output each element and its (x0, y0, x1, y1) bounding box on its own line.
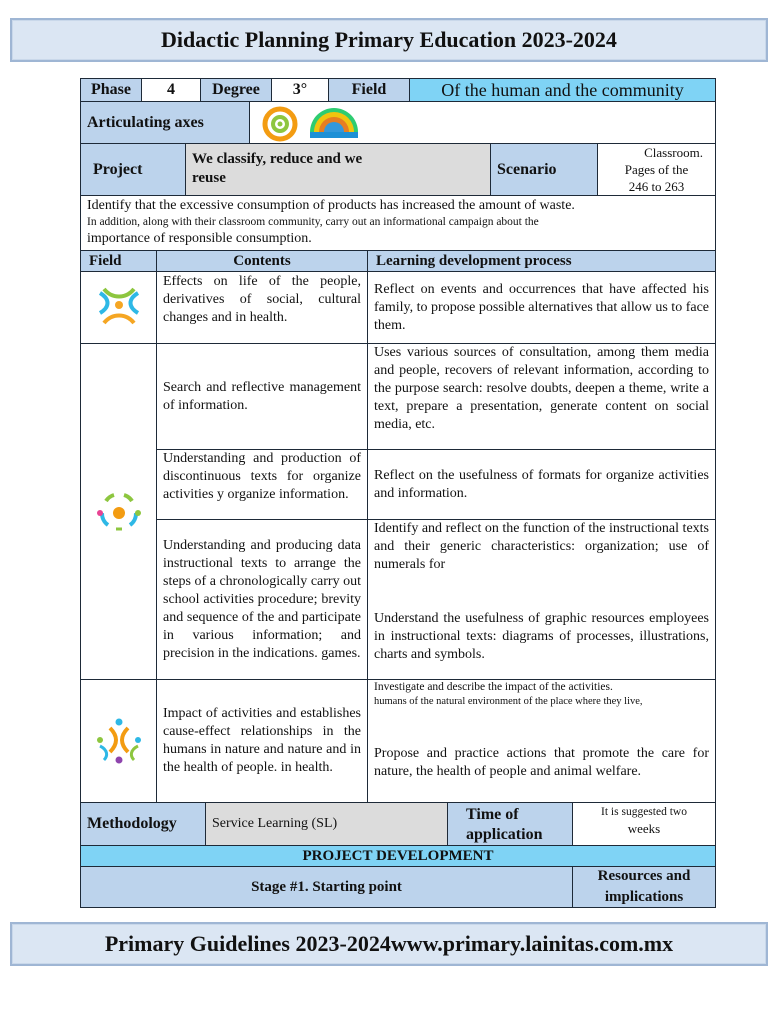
field-label: Field (328, 78, 410, 102)
content-cell-3: Understanding and production of discontinuous texts for organize activities y organize information. (156, 449, 368, 520)
phase-value: 4 (141, 78, 201, 102)
project-development-title: PROJECT DEVELOPMENT (80, 845, 716, 867)
circular-target-icon (265, 109, 295, 139)
articulating-axes-icons (249, 101, 716, 144)
content-cell-2: Search and reflective management of information. (156, 343, 368, 450)
methodology-value: Service Learning (SL) (205, 802, 448, 846)
articulating-axes-label: Articulating axes (80, 101, 250, 144)
field-value: Of the human and the community (409, 78, 716, 102)
content-cell-4: Understanding and producing data instructional texts to arrange the steps of a chronologically carry out school activities procedure; brevity and sequence of the and participate in various information; and precision in the indications. games. (156, 519, 368, 680)
footer-text: Primary Guidelines 2023-2024www.primary.lainitas.com.mx (10, 922, 768, 966)
document-title: Didactic Planning Primary Education 2023-2024 (10, 18, 768, 62)
scenario-label: Scenario (490, 143, 598, 196)
degree-value: 3° (271, 78, 329, 102)
process-cell-3: Reflect on the usefulness of formats for organize activities and information. (367, 449, 716, 520)
time-value: It is suggested two weeks (572, 802, 716, 846)
degree-label: Degree (200, 78, 272, 102)
process-cell-4: Identify and reflect on the function of the instructional texts and their generic characteristics: organization; use of numerals for Understand the usefulness of graphic resources employees in instructional texts: diagrams of processes, illustrations, charts and symbols. (367, 519, 716, 680)
people-link-icon (94, 283, 144, 333)
field-icon-cell-3 (80, 679, 157, 803)
resources-title: Resources and implications (572, 866, 716, 908)
field-icon-cell-1 (80, 271, 157, 344)
field-icon-cell-2 (80, 343, 157, 680)
people-circle-icon (94, 487, 144, 537)
process-cell-5: Investigate and describe the impact of the activities. humans of the natural environment of the place where they live, Propose and practice actions that promote the care for nature, the health of people and animal welfare. (367, 679, 716, 803)
table-header-field: Field (80, 250, 157, 272)
process-cell-1: Reflect on events and occurrences that have affected his family, to propose possible alternatives that allow us to face them. (367, 271, 716, 344)
project-value: We classify, reduce and we reuse (185, 143, 491, 196)
process-cell-2: Uses various sources of consultation, among them media and people, recovers of relevant information, according to the purpose search: resolve doubts, deepen a theme, write a text, prepare a presentation, generate content on social media, etc. (367, 343, 716, 450)
project-label: Project (80, 143, 186, 196)
table-header-process: Learning development process (367, 250, 716, 272)
content-cell-5: Impact of activities and establishes cause-effect relationships in the humans in nature and nature and in the health of people. in health. (156, 679, 368, 803)
purpose-text: Identify that the excessive consumption of products has increased the amount of waste. In addition, along with their classroom community, carry out an informational campaign about the importance of responsible consumption. (80, 195, 716, 251)
fan-rainbow-icon (310, 108, 358, 138)
content-cell-1: Effects on life of the people, derivatives of social, cultural changes and in health. (156, 271, 368, 344)
methodology-label: Methodology (80, 802, 206, 846)
scenario-value: Classroom. Pages of the 246 to 263 (597, 143, 716, 196)
time-label: Time of application (447, 802, 573, 846)
people-network-icon (94, 716, 144, 766)
stage-title: Stage #1. Starting point (80, 866, 573, 908)
phase-label: Phase (80, 78, 142, 102)
table-header-contents: Contents (156, 250, 368, 272)
